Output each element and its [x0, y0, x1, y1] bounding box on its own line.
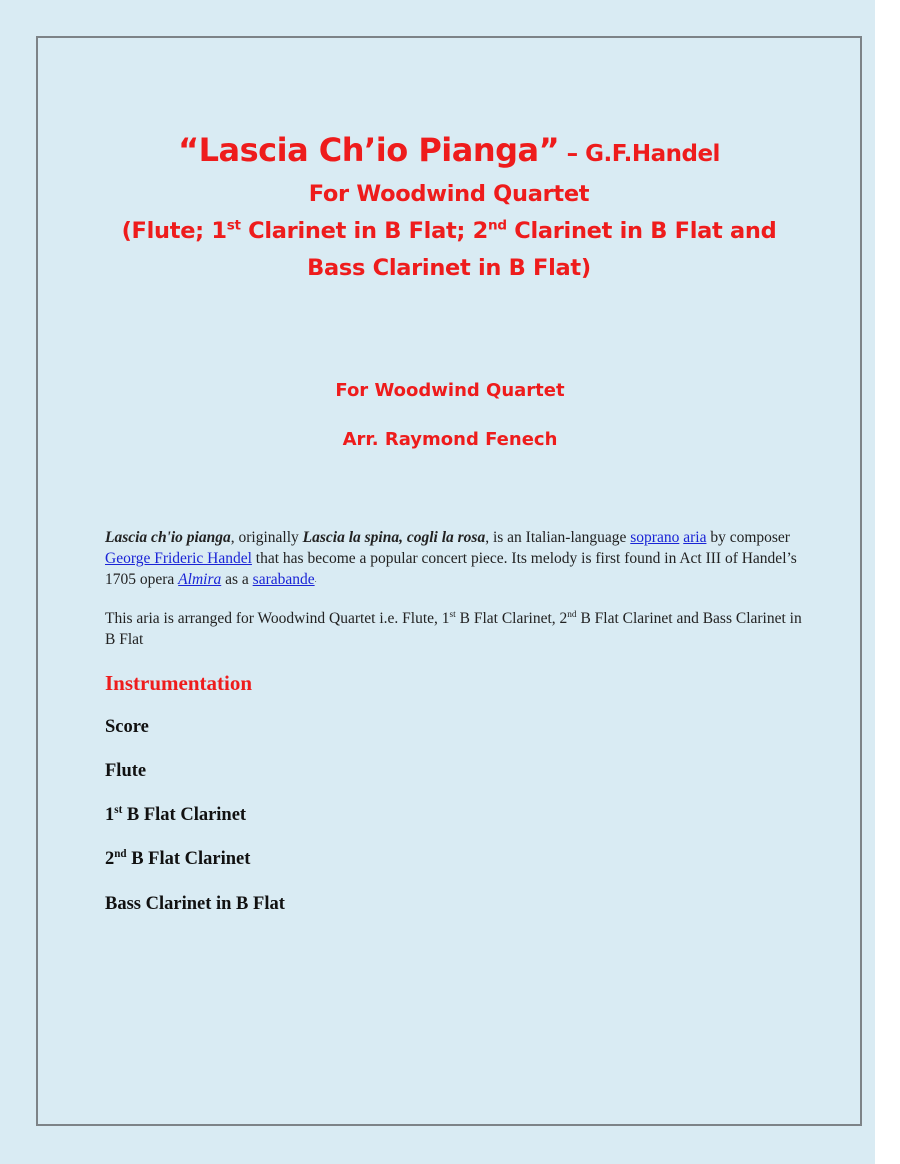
text-segment: , is an Italian-language	[485, 529, 631, 546]
text-segment: B Flat Clarinet and Bass Clarinet in B Flat	[105, 610, 802, 648]
arranger: Arr. Raymond Fenech	[342, 429, 558, 450]
instrument-item-bass-clarinet	[105, 894, 285, 915]
superscript: nd	[567, 609, 577, 620]
text-segment: by composer	[706, 529, 790, 546]
superscript: st	[114, 803, 123, 816]
text-segment: , originally	[230, 529, 303, 546]
instrument-label: Score	[105, 717, 149, 737]
instrument-label: Bass Clarinet in B Flat	[105, 894, 285, 914]
link-handel[interactable]: George Frideric Handel	[105, 550, 252, 567]
instrument-item-flute	[105, 761, 146, 782]
link-soprano[interactable]: soprano	[630, 529, 680, 546]
link-aria[interactable]: aria	[683, 529, 707, 546]
instrument-label: 1	[105, 805, 115, 825]
title-line-3-part-b: Clarinet in B Flat; 2	[240, 218, 489, 244]
instrument-item-1st-clarinet	[105, 805, 246, 826]
title-block	[36, 128, 862, 287]
piece-title: “Lascia Ch’io Pianga”	[178, 131, 560, 169]
link-sarabande[interactable]: sarabande	[252, 571, 315, 588]
text-segment: This aria is arranged for Woodwind Quartet i.e. Flute, 1	[105, 610, 450, 627]
composer-name: – G.F.Handel	[559, 141, 720, 167]
instrument-label: B Flat Clarinet	[122, 805, 247, 825]
title-line-3-sup-2: nd	[488, 217, 507, 234]
subtitle: For Woodwind Quartet	[335, 380, 565, 401]
link-almira[interactable]: Almira	[178, 571, 222, 588]
description-paragraph	[105, 527, 805, 590]
superscript: st	[449, 609, 456, 620]
title-line-4: Bass Clarinet in B Flat)	[307, 255, 591, 281]
title-line-3-part-c: Clarinet in B Flat and	[506, 218, 777, 244]
text-segment: as a	[221, 571, 253, 588]
original-title: Lascia la spina, cogli la rosa	[302, 529, 486, 546]
instrument-item-score	[105, 717, 149, 738]
instrumentation-heading: Instrumentation	[105, 671, 253, 695]
aria-title: Lascia ch'io pianga	[105, 529, 231, 546]
text-segment: B Flat Clarinet, 2	[455, 610, 568, 627]
text-segment: that has become a popular concert piece. Its melody is first found in Act III of Handel’s 1705 opera	[105, 550, 797, 588]
title-line-2: For Woodwind Quartet	[308, 181, 590, 207]
instrument-item-2nd-clarinet	[105, 849, 250, 870]
arrangement-paragraph	[105, 608, 805, 650]
instrument-label: B Flat Clarinet	[126, 849, 251, 869]
superscript: nd	[114, 847, 127, 860]
title-line-1	[36, 128, 862, 176]
title-line-3	[36, 213, 862, 250]
title-line-3-part-a: (Flute; 1	[121, 218, 227, 244]
instrument-label: Flute	[105, 761, 147, 781]
title-line-3-sup-1: st	[226, 217, 241, 234]
instrument-label: 2	[105, 849, 115, 869]
text-segment: .	[314, 575, 317, 584]
